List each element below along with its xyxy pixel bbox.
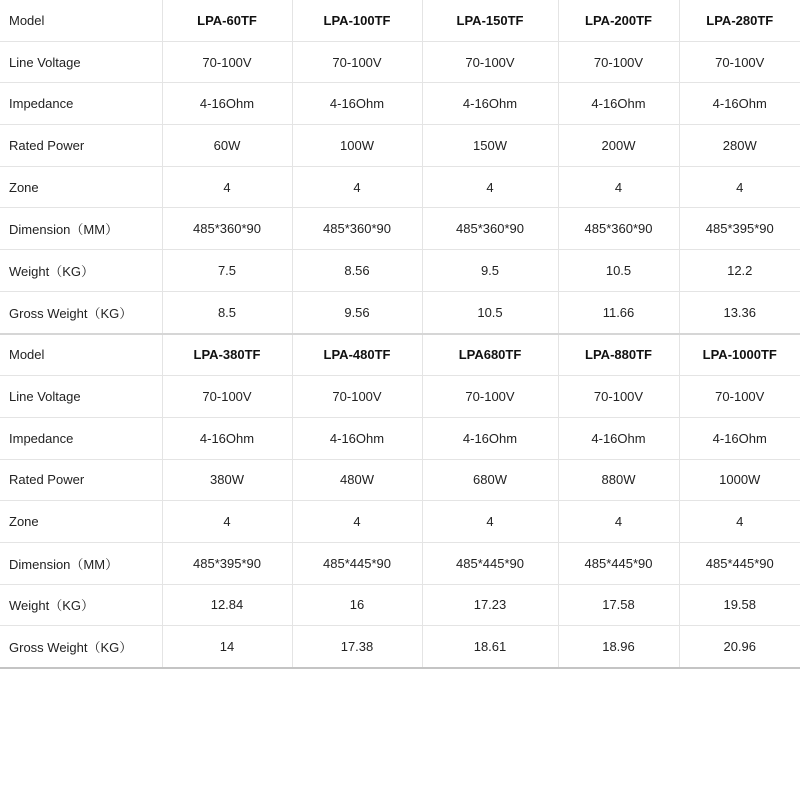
table-row <box>0 501 800 543</box>
spec-value-cell: 4-16Ohm <box>679 83 800 125</box>
spec-value-cell: 70-100V <box>558 41 679 83</box>
spec-value-cell: 485*395*90 <box>162 542 292 584</box>
spec-value-cell: 4 <box>292 501 422 543</box>
spec-value-cell: 18.61 <box>422 626 558 668</box>
row-label: Dimension（MM） <box>0 208 162 250</box>
row-label: Model <box>0 334 162 376</box>
model-name-cell: LPA-380TF <box>162 334 292 376</box>
spec-value-cell: 485*445*90 <box>558 542 679 584</box>
model-name-cell: LPA-150TF <box>422 0 558 41</box>
spec-value-cell: 8.5 <box>162 291 292 333</box>
model-name-cell: LPA-1000TF <box>679 334 800 376</box>
row-label: Impedance <box>0 83 162 125</box>
spec-value-cell: 680W <box>422 459 558 501</box>
spec-value-cell: 4 <box>679 501 800 543</box>
spec-value-cell: 70-100V <box>292 41 422 83</box>
spec-value-cell: 1000W <box>679 459 800 501</box>
table-row <box>0 459 800 501</box>
spec-value-cell: 4-16Ohm <box>422 83 558 125</box>
spec-value-cell: 70-100V <box>292 376 422 418</box>
row-label: Gross Weight（KG） <box>0 291 162 333</box>
spec-value-cell: 485*360*90 <box>292 208 422 250</box>
spec-value-cell: 480W <box>292 459 422 501</box>
spec-value-cell: 4-16Ohm <box>162 417 292 459</box>
table-row <box>0 584 800 626</box>
spec-value-cell: 20.96 <box>679 626 800 668</box>
spec-value-cell: 485*360*90 <box>558 208 679 250</box>
table-row <box>0 250 800 292</box>
spec-value-cell: 12.84 <box>162 584 292 626</box>
row-label: Zone <box>0 166 162 208</box>
model-name-cell: LPA-60TF <box>162 0 292 41</box>
spec-value-cell: 4 <box>422 166 558 208</box>
spec-value-cell: 485*445*90 <box>422 542 558 584</box>
spec-value-cell: 4 <box>422 501 558 543</box>
table-row <box>0 208 800 250</box>
spec-value-cell: 70-100V <box>162 376 292 418</box>
spec-value-cell: 150W <box>422 125 558 167</box>
spec-value-cell: 14 <box>162 626 292 668</box>
row-label: Model <box>0 0 162 41</box>
spec-value-cell: 60W <box>162 125 292 167</box>
spec-value-cell: 18.96 <box>558 626 679 668</box>
spec-value-cell: 100W <box>292 125 422 167</box>
model-name-cell: LPA-100TF <box>292 0 422 41</box>
row-label: Gross Weight（KG） <box>0 626 162 668</box>
spec-value-cell: 17.23 <box>422 584 558 626</box>
table-row <box>0 291 800 333</box>
row-label: Weight（KG） <box>0 584 162 626</box>
spec-value-cell: 485*395*90 <box>679 208 800 250</box>
spec-value-cell: 485*445*90 <box>292 542 422 584</box>
spec-value-cell: 13.36 <box>679 291 800 333</box>
spec-value-cell: 4 <box>162 501 292 543</box>
row-label: Rated Power <box>0 459 162 501</box>
model-name-cell: LPA-280TF <box>679 0 800 41</box>
spec-value-cell: 380W <box>162 459 292 501</box>
spec-value-cell: 17.58 <box>558 584 679 626</box>
spec-value-cell: 19.58 <box>679 584 800 626</box>
spec-value-cell: 10.5 <box>422 291 558 333</box>
spec-value-cell: 4-16Ohm <box>422 417 558 459</box>
spec-value-cell: 4 <box>558 166 679 208</box>
row-label: Weight（KG） <box>0 250 162 292</box>
table-row <box>0 542 800 584</box>
spec-value-cell: 12.2 <box>679 250 800 292</box>
table-row <box>0 376 800 418</box>
row-label: Rated Power <box>0 125 162 167</box>
spec-value-cell: 280W <box>679 125 800 167</box>
table-row <box>0 41 800 83</box>
spec-value-cell: 4-16Ohm <box>162 83 292 125</box>
spec-value-cell: 485*445*90 <box>679 542 800 584</box>
table-row <box>0 125 800 167</box>
row-label: Impedance <box>0 417 162 459</box>
spec-value-cell: 200W <box>558 125 679 167</box>
spec-value-cell: 10.5 <box>558 250 679 292</box>
spec-value-cell: 70-100V <box>679 376 800 418</box>
spec-value-cell: 7.5 <box>162 250 292 292</box>
table-row <box>0 83 800 125</box>
spec-value-cell: 880W <box>558 459 679 501</box>
row-label: Line Voltage <box>0 41 162 83</box>
table-row <box>0 166 800 208</box>
spec-value-cell: 485*360*90 <box>162 208 292 250</box>
spec-value-cell: 11.66 <box>558 291 679 333</box>
spec-value-cell: 4-16Ohm <box>558 83 679 125</box>
spec-value-cell: 70-100V <box>422 376 558 418</box>
model-name-cell: LPA-480TF <box>292 334 422 376</box>
spec-value-cell: 4-16Ohm <box>558 417 679 459</box>
model-row <box>0 0 800 41</box>
model-name-cell: LPA-200TF <box>558 0 679 41</box>
spec-value-cell: 4 <box>292 166 422 208</box>
spec-value-cell: 9.56 <box>292 291 422 333</box>
spec-value-cell: 9.5 <box>422 250 558 292</box>
table-row <box>0 626 800 668</box>
spec-value-cell: 70-100V <box>558 376 679 418</box>
row-label: Zone <box>0 501 162 543</box>
spec-value-cell: 4 <box>162 166 292 208</box>
spec-value-cell: 485*360*90 <box>422 208 558 250</box>
spec-value-cell: 4 <box>679 166 800 208</box>
table-row <box>0 417 800 459</box>
spec-value-cell: 8.56 <box>292 250 422 292</box>
spec-value-cell: 16 <box>292 584 422 626</box>
model-name-cell: LPA680TF <box>422 334 558 376</box>
row-label: Line Voltage <box>0 376 162 418</box>
spec-value-cell: 4-16Ohm <box>292 417 422 459</box>
model-name-cell: LPA-880TF <box>558 334 679 376</box>
spec-value-cell: 70-100V <box>422 41 558 83</box>
spec-value-cell: 4 <box>558 501 679 543</box>
row-label: Dimension（MM） <box>0 542 162 584</box>
spec-value-cell: 70-100V <box>162 41 292 83</box>
spec-value-cell: 17.38 <box>292 626 422 668</box>
spec-value-cell: 70-100V <box>679 41 800 83</box>
spec-value-cell: 4-16Ohm <box>292 83 422 125</box>
model-row <box>0 334 800 376</box>
spec-value-cell: 4-16Ohm <box>679 417 800 459</box>
